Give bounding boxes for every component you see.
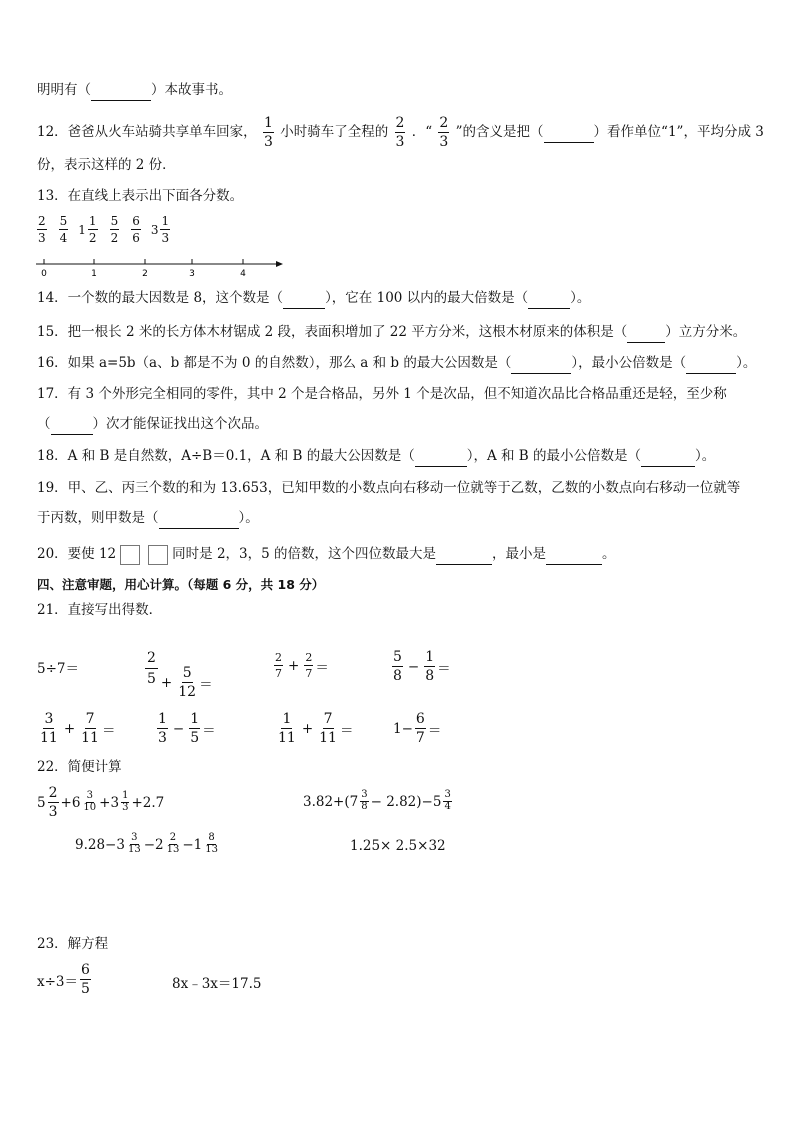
arrow-head bbox=[276, 261, 283, 267]
fraction: 1 3 bbox=[161, 214, 170, 245]
expr-22-1: 5 2 3 +6 3 10 +3 1 3 +2.7 bbox=[37, 785, 165, 820]
q13-fraction-1 bbox=[57, 215, 71, 244]
expr-21-8: 1− $\frac{6}{7}$ ＝ bbox=[393, 711, 442, 746]
fraction: 5 2 bbox=[110, 214, 119, 245]
mixed-whole: 3 bbox=[150, 222, 159, 237]
mixed-whole: 1 bbox=[78, 222, 86, 237]
tick-label: 1 bbox=[91, 269, 97, 278]
answer-blank[interactable] bbox=[51, 414, 93, 435]
answer-blank[interactable] bbox=[544, 122, 594, 143]
question-13: 13．在直线上表示出下面各分数。 bbox=[37, 188, 244, 204]
answer-blank[interactable] bbox=[641, 446, 695, 467]
number-line bbox=[34, 256, 284, 278]
question-15: 15．把一根长 2 米的长方体木材锯成 2 段，表面积增加了 22 平方分米，这根木材原来的体积是（ ）立方分米。 bbox=[37, 322, 746, 343]
tick-label: 0 bbox=[41, 269, 47, 278]
question-12: 12．爸爸从火车站骑共享单车回家， $\frac{1}{3}$ 小时骑车了全程的 $\frac{2}{3}$ ．“ $\frac{2}{3}$ ”的含义是把（ ）看作单位“1”，平均分成 3 bbox=[37, 115, 764, 150]
question-20: 20．要使 12 同时是 2，3，5 的倍数，这个四位数最大是 ，最小是 。 bbox=[37, 544, 616, 565]
fraction: 5 4 bbox=[59, 214, 68, 245]
answer-blank[interactable] bbox=[511, 353, 571, 374]
fraction: 1 2 bbox=[88, 214, 97, 245]
question-19-line2: 于丙数，则甲数是（ ）。 bbox=[37, 508, 259, 529]
answer-blank[interactable] bbox=[546, 544, 602, 565]
expr-21-7: 1 11 + $\frac{7}{11}$ ＝ bbox=[278, 711, 354, 746]
fraction: 6 6 bbox=[132, 214, 140, 245]
q13-fraction-2 bbox=[78, 215, 99, 244]
expr-21-6: 1 3 − $\frac{1}{5}$ ＝ bbox=[158, 711, 216, 746]
fraction: $\frac{2}{3}$ bbox=[395, 115, 405, 150]
fraction: $\frac{1}{3}$ bbox=[263, 115, 273, 150]
equation-23-2: 8x﹣3x＝17.5 bbox=[172, 976, 262, 992]
q13-fraction-5 bbox=[151, 215, 172, 244]
expr-21-2: 2 5 + $\frac{5}{12}$ ＝ bbox=[147, 650, 213, 700]
expr-22-3: 9.28−3 3 13 −2 2 13 −1 8 13 bbox=[75, 832, 218, 855]
answer-blank[interactable] bbox=[686, 353, 736, 374]
question-19: 19．甲、乙、丙三个数的和为 13.653，已知甲数的小数点向右移动一位就等于乙数，乙数的小数点向右移动一位就等 bbox=[37, 480, 741, 496]
expr-21-5: 3 11 + $\frac{7}{11}$ ＝ bbox=[40, 711, 116, 746]
equation-23-1: x÷3＝ 6 5 bbox=[37, 962, 90, 997]
question-14: 14．一个数的最大因数是 8，这个数是（ ），它在 100 以内的最大倍数是（ ）。 bbox=[37, 288, 590, 309]
tick-label: 4 bbox=[240, 269, 246, 278]
question-12-line2: 份，表示这样的 2 份． bbox=[37, 157, 176, 173]
answer-blank[interactable] bbox=[436, 544, 492, 565]
top-line: 明明有（ ）本故事书。 bbox=[37, 80, 232, 101]
q13-fraction-4 bbox=[129, 215, 143, 244]
answer-blank[interactable] bbox=[528, 288, 570, 309]
question-18: 18．A 和 B 是自然数，A÷B＝0.1，A 和 B 的最大公因数是（ ），A 和 B 的最小公倍数是（ ）。 bbox=[37, 446, 715, 467]
expr-21-4: 5 8 − $\frac{1}{8}$ ＝ bbox=[393, 649, 451, 684]
expr-22-4: 1.25× 2.5×32 bbox=[350, 838, 446, 854]
answer-blank[interactable] bbox=[627, 322, 665, 343]
section-4-heading: 四、注意审题，用心计算。（每题 6 分，共 18 分） bbox=[37, 577, 325, 592]
answer-blank[interactable] bbox=[283, 288, 325, 309]
q13-fraction-row bbox=[35, 215, 180, 244]
question-16: 16．如果 a=5b（a、b 都是不为 0 的自然数），那么 a 和 b 的最大公因数是（ ），最小公倍数是（ ）。 bbox=[37, 353, 756, 374]
question-17: 17．有 3 个外形完全相同的零件，其中 2 个是合格品，另外 1 个是次品，但不知道次品比合格品重还是轻，至少称 bbox=[37, 386, 727, 402]
question-22: 22．简便计算 bbox=[37, 759, 122, 775]
question-17-line2: （ ）次才能保证找出这个次品。 bbox=[37, 414, 268, 435]
answer-blank[interactable] bbox=[159, 508, 239, 529]
expr-22-2: 3.82+(7 3 8 − 2.82)−5 3 4 bbox=[303, 789, 451, 812]
expr-21-3: 2 7 + $\frac{2}{7}$ ＝ bbox=[275, 651, 329, 680]
fraction: $\frac{2}{3}$ bbox=[439, 115, 449, 150]
question-21: 21．直接写出得数． bbox=[37, 602, 163, 618]
digit-box[interactable] bbox=[148, 545, 168, 565]
fraction: 2 3 bbox=[38, 214, 46, 245]
answer-blank[interactable] bbox=[91, 80, 151, 101]
tick-label: 2 bbox=[142, 269, 148, 278]
expr-21-1: 5÷7＝ bbox=[37, 661, 79, 677]
question-23: 23．解方程 bbox=[37, 936, 109, 952]
answer-blank[interactable] bbox=[415, 446, 467, 467]
q13-fraction-3 bbox=[108, 215, 122, 244]
q13-fraction-0 bbox=[35, 215, 49, 244]
digit-box[interactable] bbox=[120, 545, 140, 565]
tick-label: 3 bbox=[189, 269, 195, 278]
